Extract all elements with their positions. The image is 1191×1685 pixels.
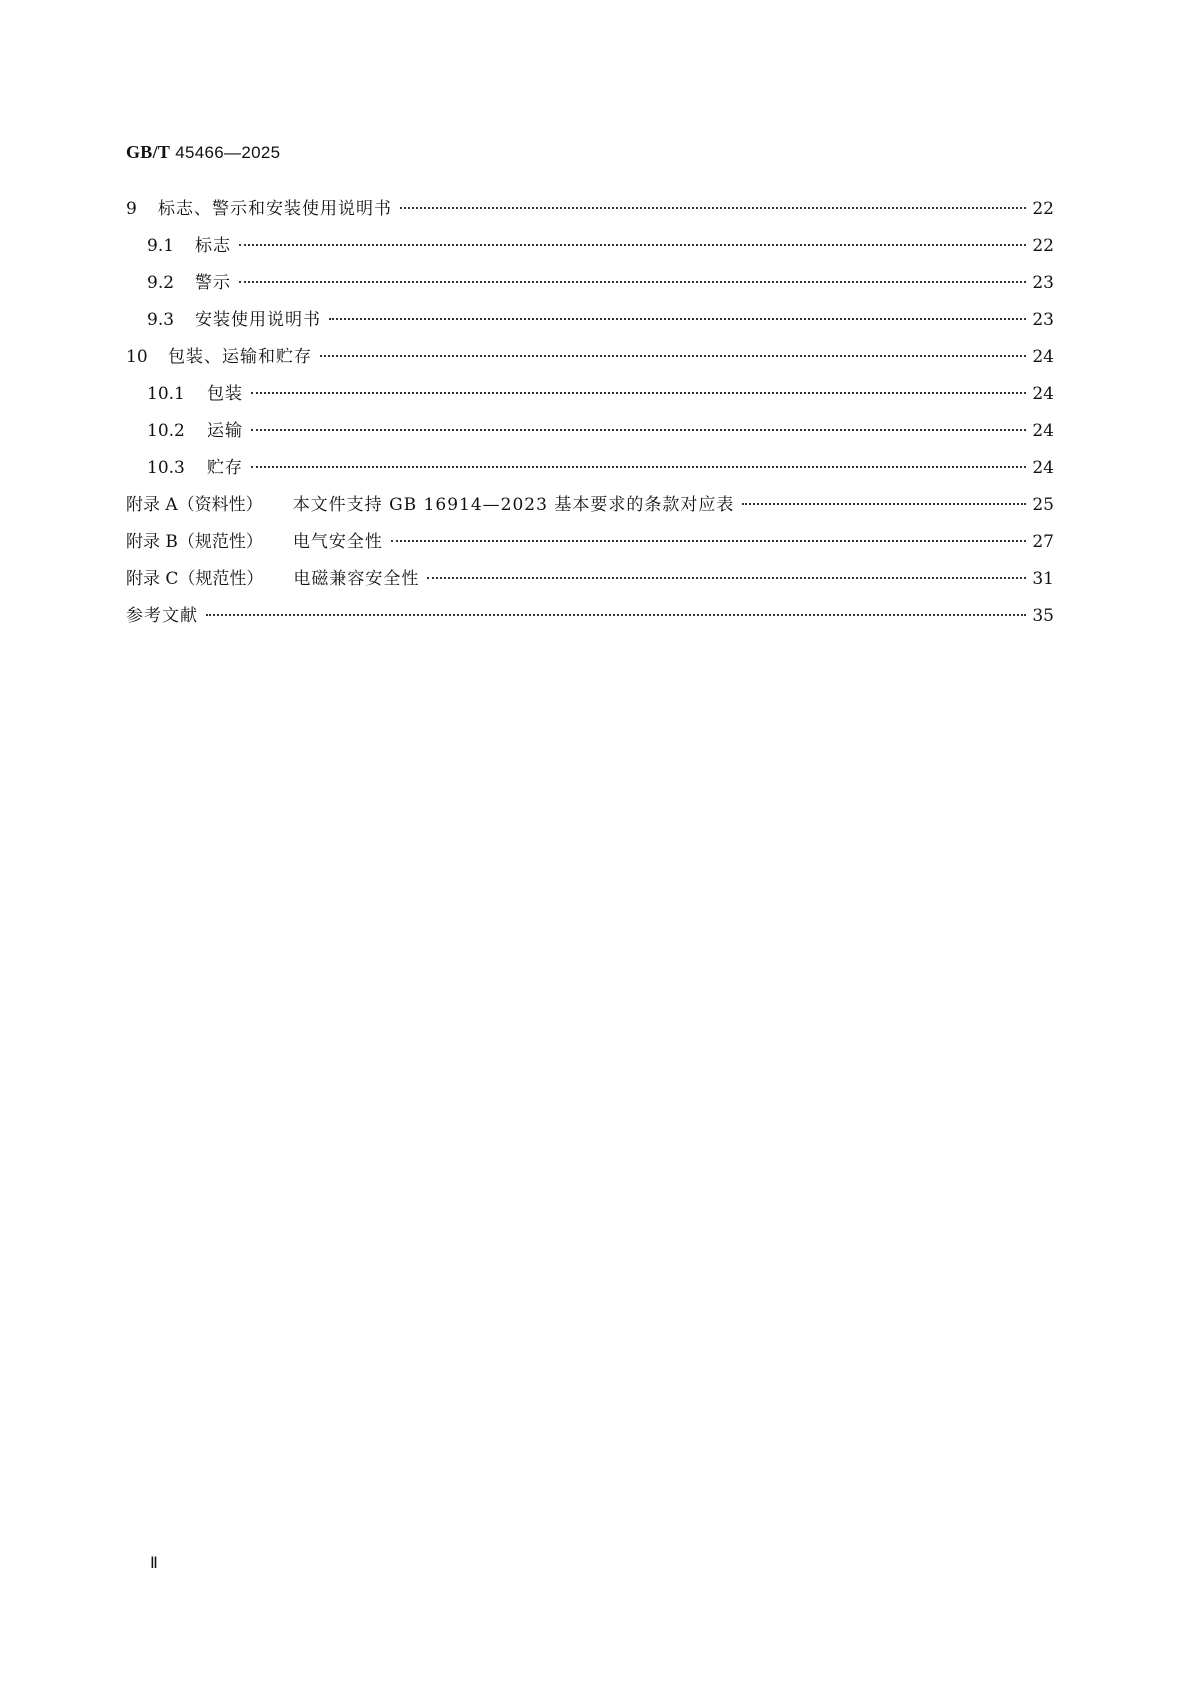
dot-leader [329,318,1026,320]
dot-leader [391,540,1026,542]
toc-entry-annex-b[interactable] [126,527,1054,564]
toc-title: 标志、警示和安装使用说明书 [158,199,392,219]
toc-title: 包装 [207,384,243,404]
toc-entry-10[interactable] [126,342,1054,379]
toc-title: 电磁兼容安全性 [293,569,420,589]
toc-page: 22 [1032,199,1054,219]
toc-page: 35 [1032,606,1054,626]
document-header [126,142,280,163]
toc-number: 10.3 [147,458,185,478]
dot-leader [400,207,1026,209]
dot-leader [251,466,1026,468]
toc-title: 警示 [195,273,231,293]
standard-prefix: GB/T [126,142,171,162]
dot-leader [206,614,1026,616]
page-folio: Ⅱ [150,1555,158,1572]
toc-entry-9-1[interactable] [126,231,1054,268]
toc-title: 标志 [195,236,231,256]
toc-page: 23 [1032,273,1054,293]
toc-entry-9-3[interactable] [126,305,1054,342]
toc-page: 24 [1032,458,1054,478]
toc-entry-9[interactable] [126,194,1054,231]
toc-title: 本文件支持 GB 16914—2023 基本要求的条款对应表 [292,495,735,515]
table-of-contents [126,194,1054,638]
toc-title: 安装使用说明书 [195,310,321,330]
dot-leader [742,503,1026,505]
toc-entry-annex-a[interactable] [126,490,1054,527]
toc-number: 9.3 [147,310,175,330]
toc-entry-bibliography[interactable] [126,601,1054,638]
toc-page: 22 [1032,236,1054,256]
toc-entry-9-2[interactable] [126,268,1054,305]
toc-number: 10 [126,347,148,367]
dot-leader [427,577,1026,579]
toc-page: 27 [1032,532,1054,552]
dot-leader [251,429,1026,431]
toc-number: 10.1 [147,384,185,404]
toc-page: 24 [1032,421,1054,441]
toc-page: 24 [1032,347,1054,367]
toc-title: 运输 [207,421,243,441]
toc-number: 附录 C（规范性） [126,569,264,589]
dot-leader [251,392,1026,394]
toc-page: 25 [1032,495,1054,515]
dot-leader [239,281,1026,283]
toc-number: 10.2 [147,421,185,441]
toc-number: 附录 B（规范性） [126,532,263,552]
standard-number: 45466—2025 [175,143,281,162]
toc-number: 附录 A（资料性） [126,495,263,515]
toc-number: 9.2 [147,273,175,293]
toc-number: 9.1 [147,236,175,256]
toc-title: 参考文献 [126,606,198,626]
dot-leader [320,355,1026,357]
toc-title: 贮存 [207,458,243,478]
toc-number: 9 [126,199,137,219]
toc-page: 24 [1032,384,1054,404]
dot-leader [239,244,1026,246]
toc-page: 23 [1032,310,1054,330]
toc-entry-10-2[interactable] [126,416,1054,453]
toc-entry-10-1[interactable] [126,379,1054,416]
toc-entry-10-3[interactable] [126,453,1054,490]
toc-title: 电气安全性 [292,532,383,552]
toc-title: 包装、运输和贮存 [168,347,312,367]
toc-entry-annex-c[interactable] [126,564,1054,601]
toc-page: 31 [1032,569,1054,589]
